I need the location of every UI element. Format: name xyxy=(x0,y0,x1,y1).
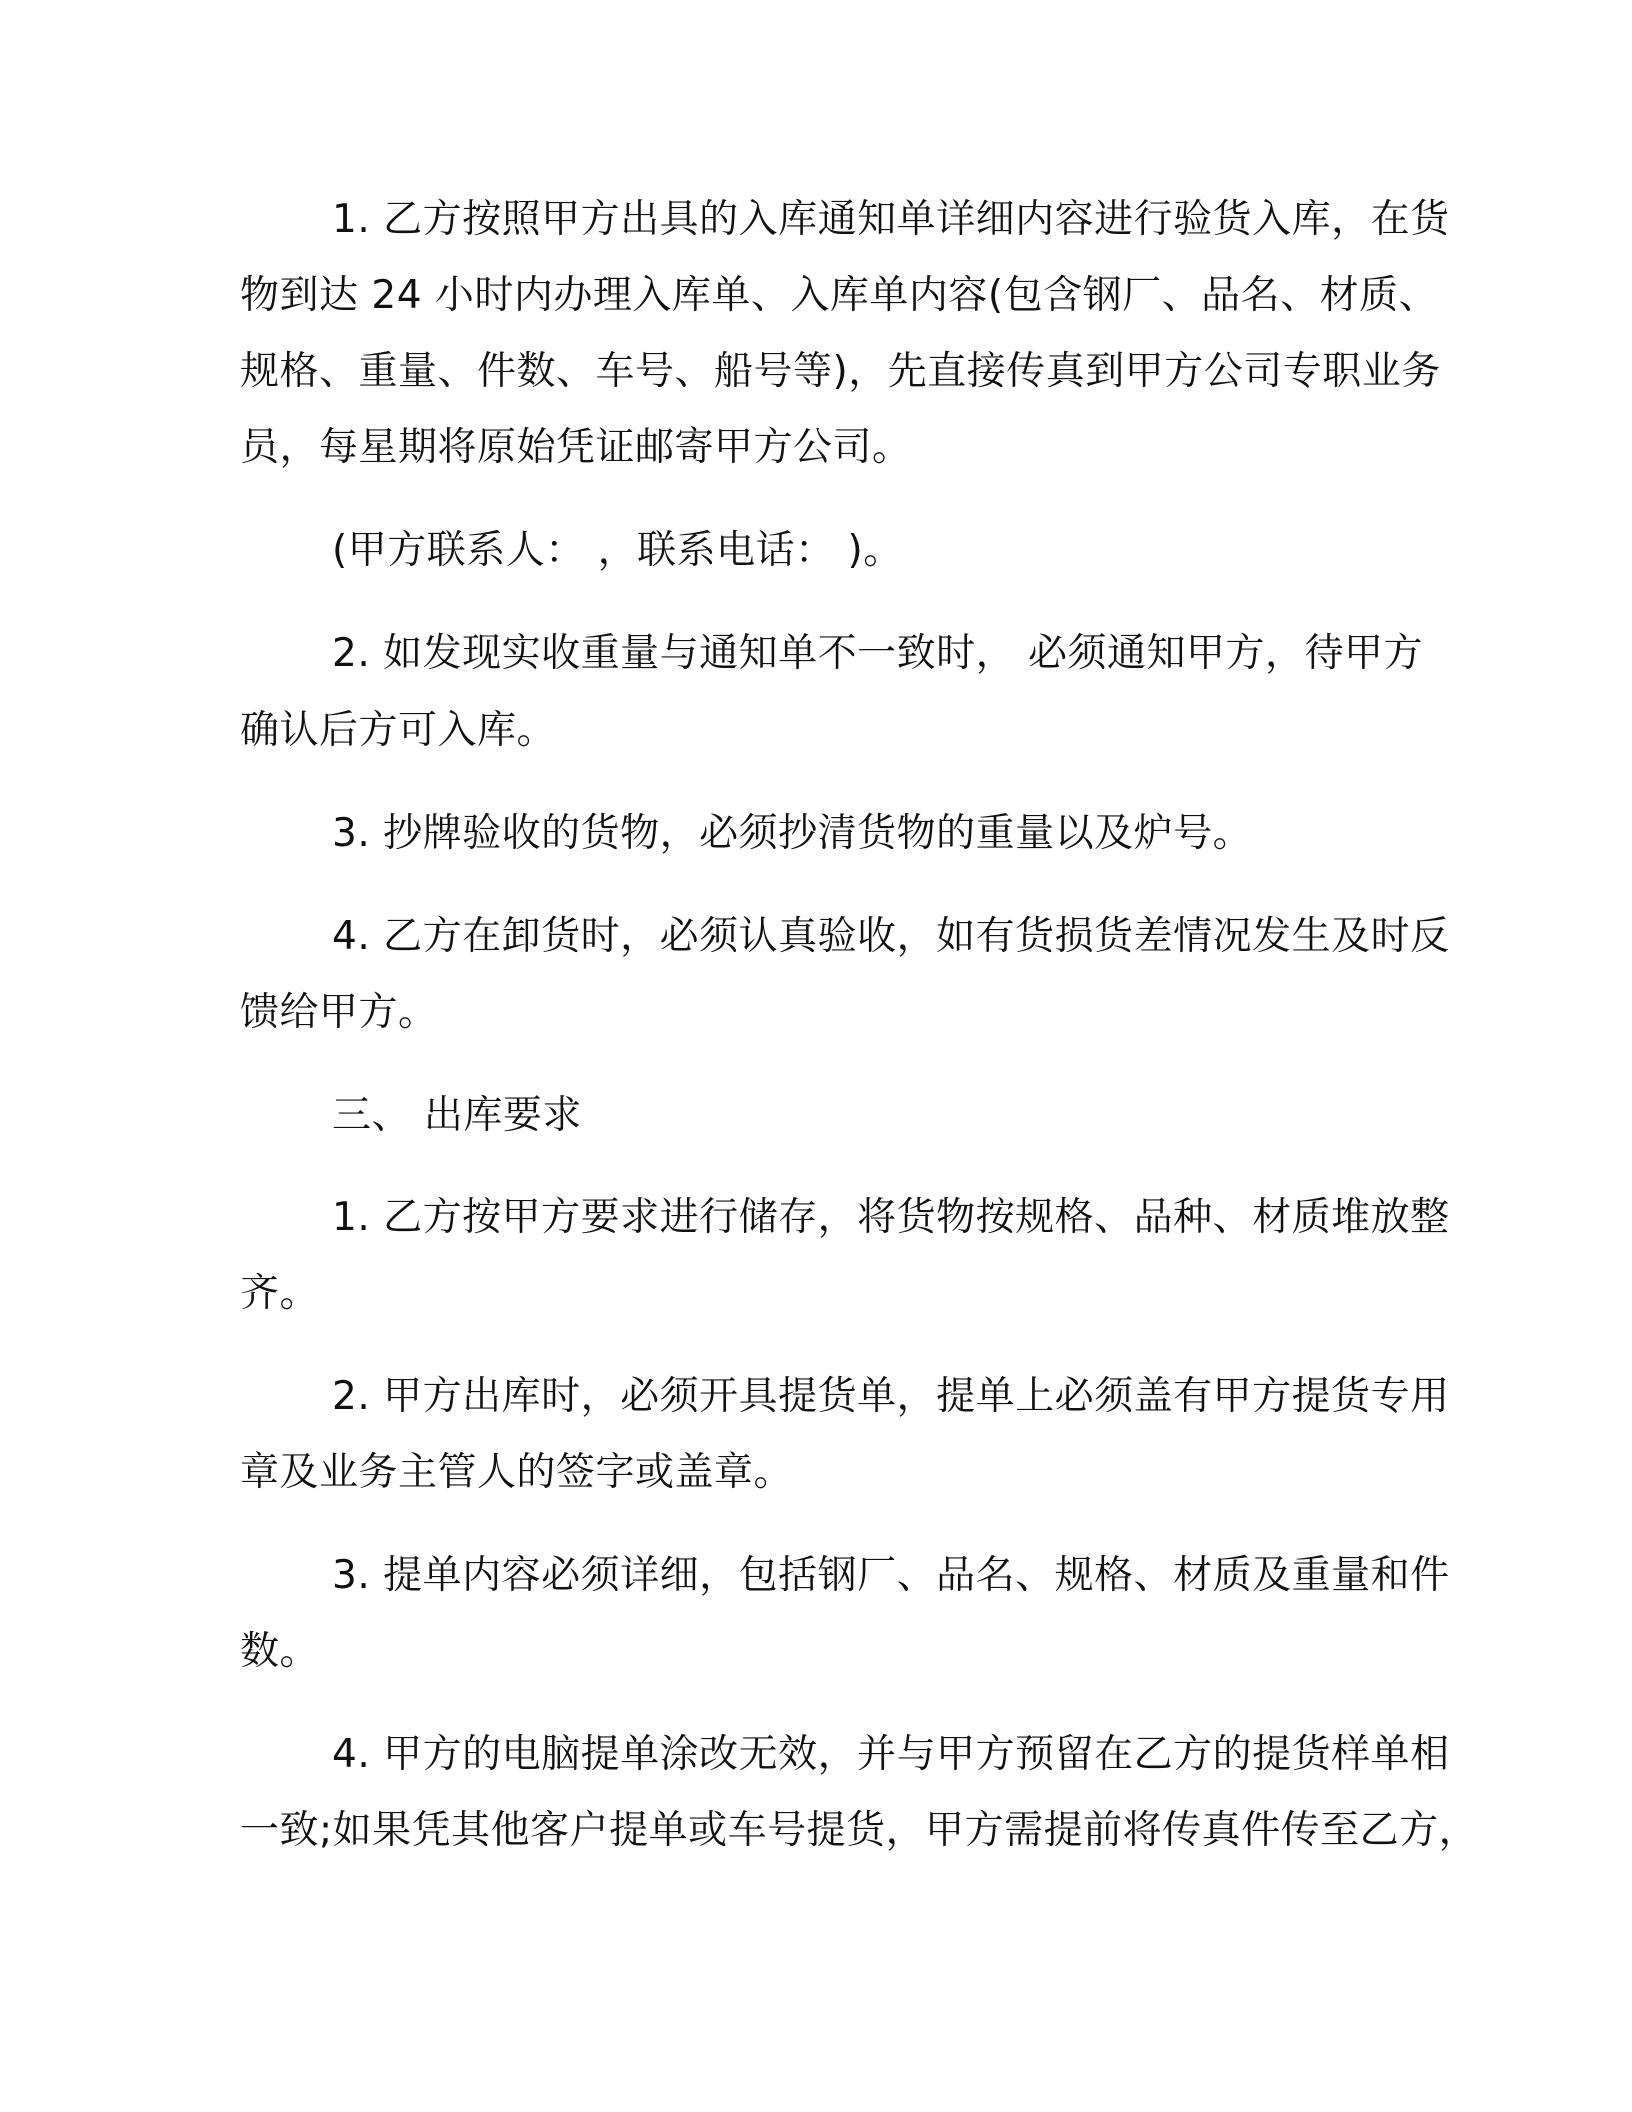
document-page xyxy=(240,0,1479,2112)
section-item-2-line-1: 2. 甲方出库时，必须开具提货单，提单上必须盖有甲方提货专用 xyxy=(332,1374,1450,1419)
section-item-3-line-2: 数。 xyxy=(240,1629,320,1674)
section-item-4-line-1: 4. 甲方的电脑提单涂改无效，并与甲方预留在乙方的提货样单相 xyxy=(332,1732,1450,1777)
section-item-4-line-2: 一致;如果凭其他客户提单或车号提货，甲方需提前将传真件传至乙方， xyxy=(240,1808,1479,1853)
paragraph-1-line-4: 员，每星期将原始凭证邮寄甲方公司。 xyxy=(240,425,912,470)
section-item-1-line-2: 齐。 xyxy=(240,1271,320,1316)
paragraph-1-line-1: 1. 乙方按照甲方出具的入库通知单详细内容进行验货入库，在货 xyxy=(332,197,1450,242)
paragraph-3-line-1: 3. 抄牌验收的货物，必须抄清货物的重量以及炉号。 xyxy=(332,811,1253,856)
paragraph-1-line-2: 物到达 24 小时内办理入库单、入库单内容(包含钢厂、品名、材质、 xyxy=(240,273,1439,318)
section-item-3-line-1: 3. 提单内容必须详细，包括钢厂、品名、规格、材质及重量和件 xyxy=(332,1553,1450,1598)
section-item-1-line-1: 1. 乙方按甲方要求进行储存，将货物按规格、品种、材质堆放整 xyxy=(332,1195,1450,1240)
section-item-2-line-2: 章及业务主管人的签字或盖章。 xyxy=(240,1450,794,1495)
paragraph-1-line-3: 规格、重量、件数、车号、船号等)，先直接传真到甲方公司专职业务 xyxy=(240,349,1441,394)
paragraph-4-line-2: 馈给甲方。 xyxy=(240,990,438,1035)
paragraph-2-line-2: 确认后方可入库。 xyxy=(240,708,557,753)
paragraph-4-line-1: 4. 乙方在卸货时，必须认真验收，如有货损货差情况发生及时反 xyxy=(332,914,1450,959)
section-heading: 三、 出库要求 xyxy=(332,1093,582,1138)
contact-line: (甲方联系人： ，联系电话： )。 xyxy=(332,528,903,573)
paragraph-2-line-1: 2. 如发现实收重量与通知单不一致时， 必须通知甲方，待甲方 xyxy=(332,631,1424,676)
